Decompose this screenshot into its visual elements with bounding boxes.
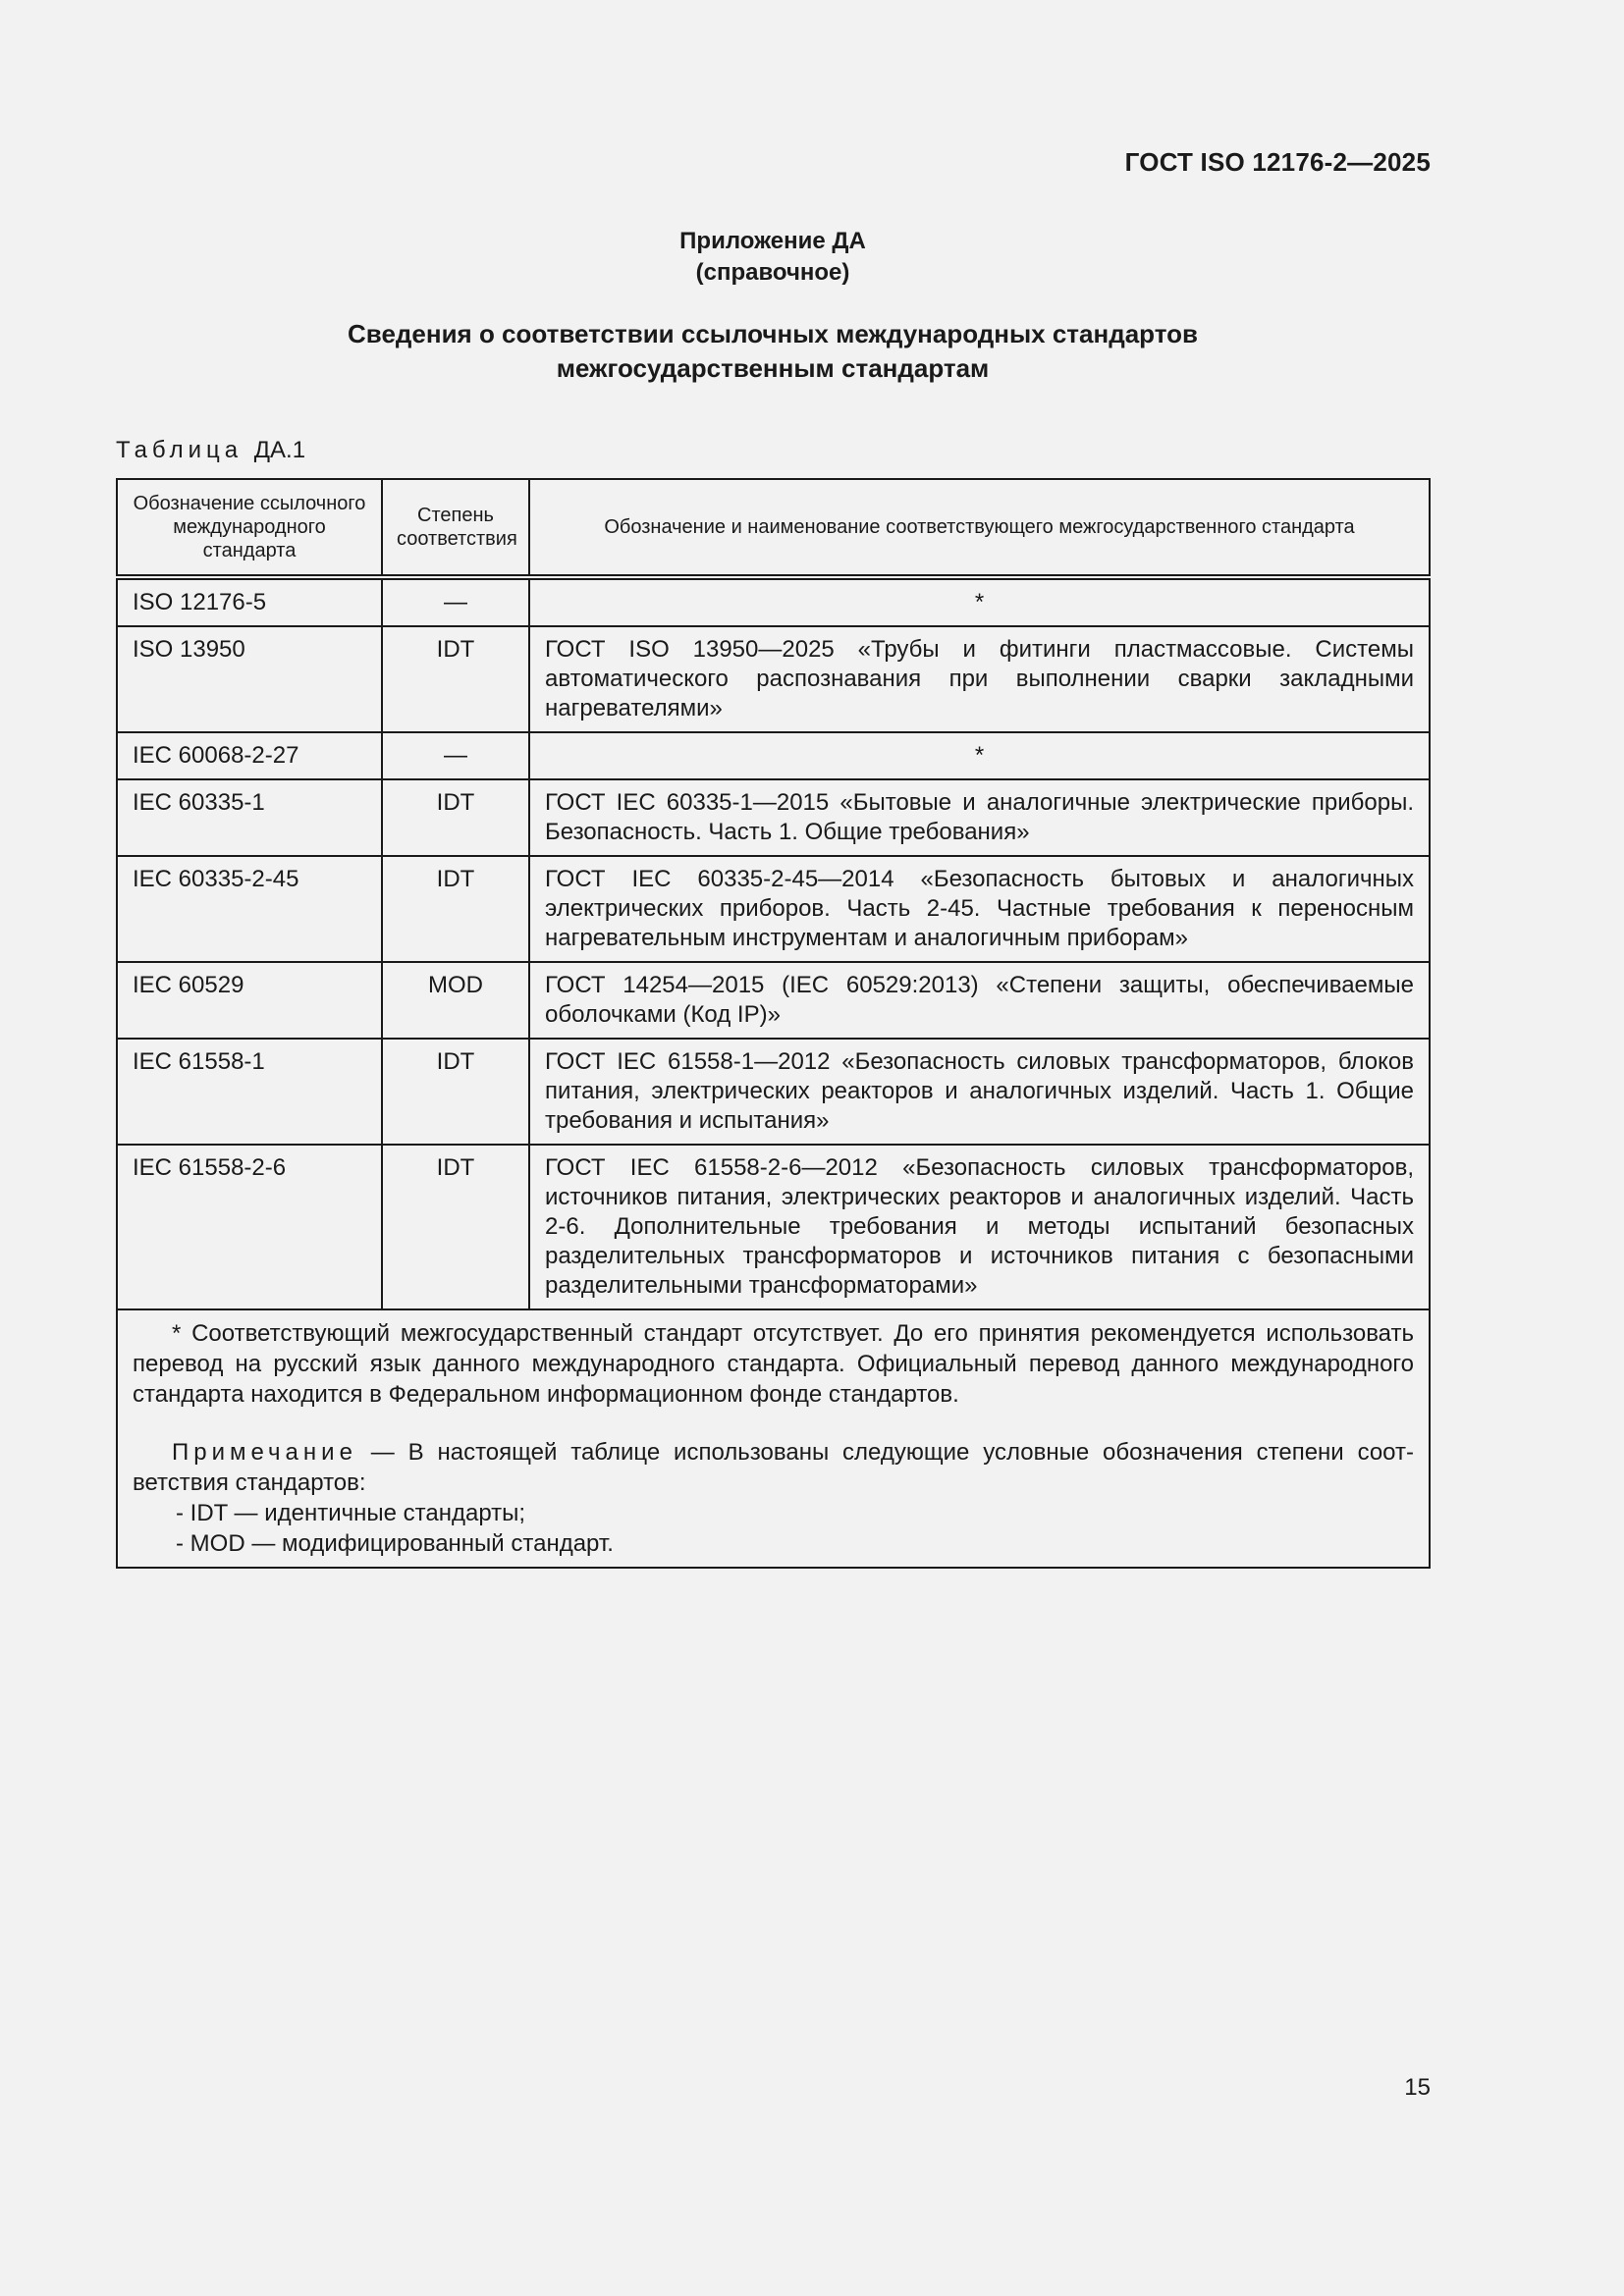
cell-reference: IEC 61558-2-6	[117, 1145, 382, 1309]
table-row	[117, 732, 1430, 779]
table-row	[117, 1039, 1430, 1145]
cell-reference: IEC 60335-2-45	[117, 856, 382, 962]
cell-degree: MOD	[382, 962, 529, 1039]
page-number: 15	[1404, 2074, 1431, 2101]
section-title	[0, 317, 1545, 386]
section-title-line-2: межгосударственным стандартам	[556, 353, 990, 383]
cell-reference: ISO 12176-5	[117, 577, 382, 626]
appendix-subtitle: (справочное)	[695, 259, 850, 286]
document-code: ГОСТ ISO 12176-2—2025	[1124, 147, 1431, 177]
cell-reference: IEC 60335-1	[117, 779, 382, 856]
section-title-line-1: Сведения о соответствии ссылочных международных стандартов	[348, 319, 1198, 348]
cell-standard-name: ГОСТ IEC 60335-1—2015 «Бытовые и аналогичные электрические приборы. Безопасность. Часть 1. Общие требования»	[529, 779, 1430, 856]
note-text: — В настоящей таблице использованы следующие условные обозначения степени соответствия стандартов:	[133, 1439, 1414, 1496]
cell-standard-name: *	[529, 577, 1430, 626]
cell-standard-name: *	[529, 732, 1430, 779]
table-footnote-cell	[117, 1309, 1430, 1568]
table-caption	[116, 437, 305, 464]
cell-standard-name: ГОСТ IEC 61558-1—2012 «Безопасность силовых трансформаторов, блоков питания, электрических реакторов и аналогичных изделий. Часть 1. Общие требования и испытания»	[529, 1039, 1430, 1145]
note-paragraph	[133, 1437, 1414, 1498]
header-degree: Степень соответствия	[382, 479, 529, 577]
table-row	[117, 626, 1430, 732]
appendix-heading	[0, 226, 1545, 289]
note-list	[133, 1498, 1414, 1559]
appendix-title: Приложение ДА	[679, 228, 866, 254]
cell-standard-name: ГОСТ IEC 60335-2-45—2014 «Безопасность бытовых и аналогичных электрических приборов. Часть 2-45. Частные требования к переносным нагревательным инструментам и аналогичным приборам»	[529, 856, 1430, 962]
header-reference-standard: Обозначение ссылочного международного стандарта	[117, 479, 382, 577]
cell-degree: IDT	[382, 1145, 529, 1309]
table-row	[117, 577, 1430, 626]
header-interstate-standard: Обозначение и наименование соответствующего межгосударственного стандарта	[529, 479, 1430, 577]
table-row	[117, 856, 1430, 962]
table-row	[117, 962, 1430, 1039]
cell-standard-name: ГОСТ ISO 13950—2025 «Трубы и фитинги пластмассовые. Системы автоматического распознавания при выполнении сварки закладными нагревателями»	[529, 626, 1430, 732]
cell-reference: ISO 13950	[117, 626, 382, 732]
standards-table	[116, 478, 1431, 1569]
cell-degree: IDT	[382, 626, 529, 732]
table-caption-number: ДА.1	[253, 437, 306, 463]
cell-degree: —	[382, 577, 529, 626]
cell-degree: IDT	[382, 856, 529, 962]
cell-reference: IEC 61558-1	[117, 1039, 382, 1145]
cell-reference: IEC 60529	[117, 962, 382, 1039]
cell-degree: —	[382, 732, 529, 779]
table-row	[117, 1145, 1430, 1309]
cell-standard-name: ГОСТ IEC 61558-2-6—2012 «Безопасность силовых трансформаторов, источников питания, электрических реакторов и аналогичных изделий. Часть 2-6. Дополнительные требования и методы испытаний безопасных разделительных трансформаторов и источников питания с безопасными разделительными трансформаторами»	[529, 1145, 1430, 1309]
footnote-text: * Соответствующий межгосударственный стандарт отсутствует. До его принятия рекомендуется использовать перевод на русский язык данного международного стандарта. Официальный перевод данного международного стандарта находится в Федеральном информационном фонде стандартов.	[133, 1320, 1414, 1408]
table-caption-word: Таблица	[116, 437, 244, 463]
table-row	[117, 779, 1430, 856]
note-list-item: - IDT — идентичные стандарты;	[176, 1500, 526, 1526]
cell-degree: IDT	[382, 779, 529, 856]
cell-standard-name: ГОСТ 14254—2015 (IEC 60529:2013) «Степени защиты, обеспечиваемые оболочками (Код IP)»	[529, 962, 1430, 1039]
table-header-row	[117, 479, 1430, 577]
note-list-item: - MOD — модифицированный стандарт.	[176, 1530, 614, 1557]
table-footnote-row	[117, 1309, 1430, 1568]
cell-reference: IEC 60068-2-27	[117, 732, 382, 779]
cell-degree: IDT	[382, 1039, 529, 1145]
note-label: Примечание	[172, 1439, 357, 1466]
